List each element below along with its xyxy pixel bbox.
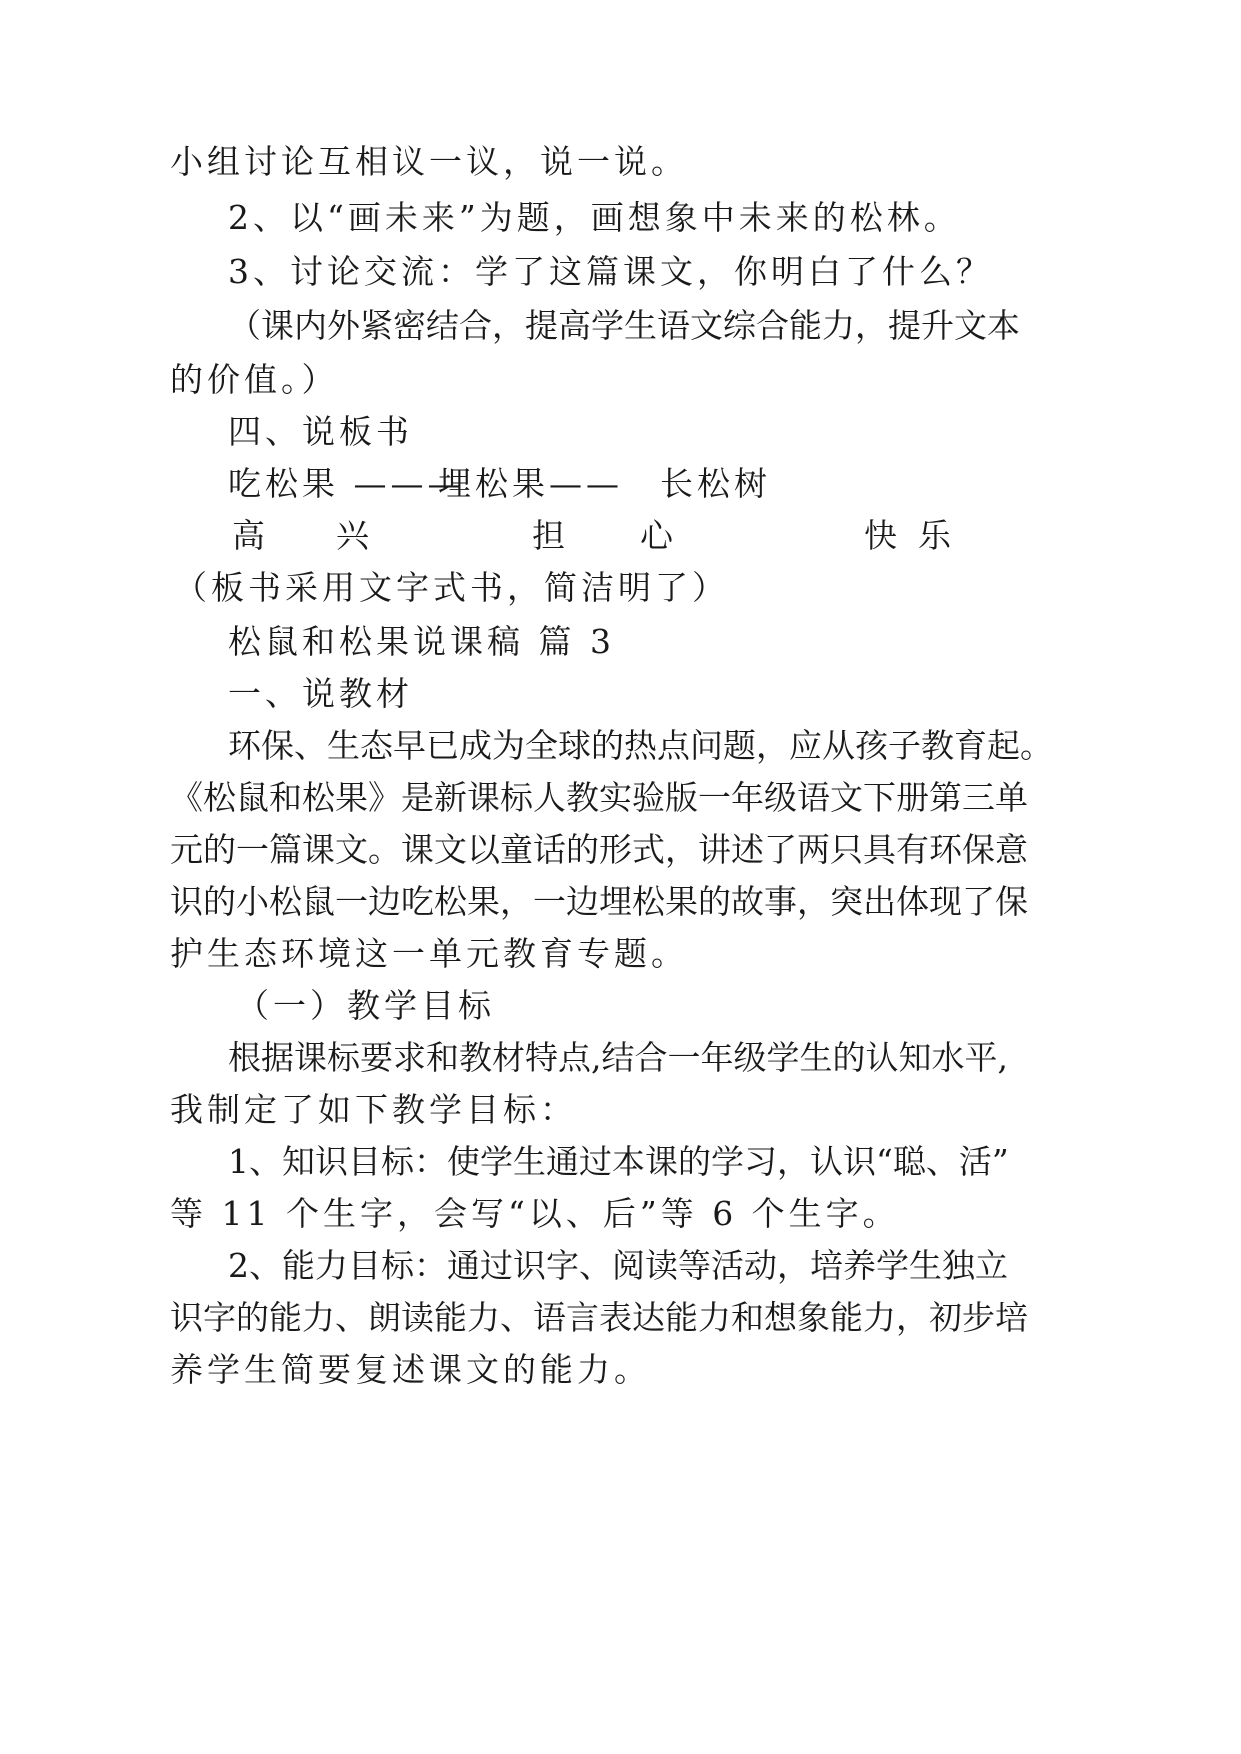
board-item: 高 [232, 516, 269, 555]
paragraph-line: 1、知识目标：使学生通过本课的学习，认识“聪、活” [228, 1142, 1009, 1181]
paragraph-line: 等 11 个生字，会写“以、后”等 6 个生字。 [170, 1194, 900, 1233]
paragraph-line: 识字的能力、朗读能力、语言表达能力和想象能力，初步培 [170, 1298, 1028, 1337]
board-item: 长松树 [660, 464, 771, 503]
board-item: 兴 [336, 516, 373, 555]
paragraph-line: 根据课标要求和教材特点,结合一年级学生的认知水平, [228, 1038, 1008, 1077]
board-item: 快 [864, 516, 901, 555]
paragraph-line: 的价值。） [170, 360, 339, 399]
paragraph-line: （课内外紧密结合，提高学生语文综合能力，提升文本 [228, 306, 1020, 345]
board-item: 心 [640, 516, 677, 555]
paragraph-line: （板书采用文字式书，简洁明了） [174, 568, 729, 607]
board-item: 乐 [918, 516, 955, 555]
paragraph-line: 元的一篇课文。课文以童话的形式，讲述了两只具有环保意 [170, 830, 1028, 869]
board-item: 埋松果—— [438, 464, 623, 503]
section-title: 松鼠和松果说课稿 篇 3 [228, 622, 615, 661]
subsection-heading: （一）教学目标 [236, 986, 495, 1025]
paragraph-line: 《松鼠和松果》是新课标人教实验版一年级语文下册第三单 [170, 778, 1028, 817]
section-heading: 四、说板书 [228, 412, 413, 451]
paragraph-line: 我制定了如下教学目标： [170, 1090, 577, 1129]
paragraph-line: 护生态环境这一单元教育专题。 [170, 934, 688, 973]
paragraph-line: 识的小松鼠一边吃松果，一边埋松果的故事，突出体现了保 [170, 882, 1028, 921]
paragraph-line: 小组讨论互相议一议，说一说。 [170, 142, 688, 181]
paragraph-line: 2、能力目标：通过识字、阅读等活动，培养学生独立 [228, 1246, 1008, 1285]
paragraph-line: 养学生简要复述课文的能力。 [170, 1350, 651, 1389]
board-row-2 [228, 514, 968, 558]
paragraph-line: 3、讨论交流：学了这篇课文，你明白了什么？ [228, 252, 993, 291]
section-heading: 一、说教材 [228, 674, 413, 713]
board-row-1 [228, 462, 968, 506]
board-item: 吃松果 ——— [228, 464, 465, 503]
paragraph-line: 环保、生态早已成为全球的热点问题，应从孩子教育起。 [228, 726, 1053, 765]
paragraph-line: 2、以“画未来”为题，画想象中未来的松林。 [228, 198, 961, 237]
board-item: 担 [532, 516, 569, 555]
